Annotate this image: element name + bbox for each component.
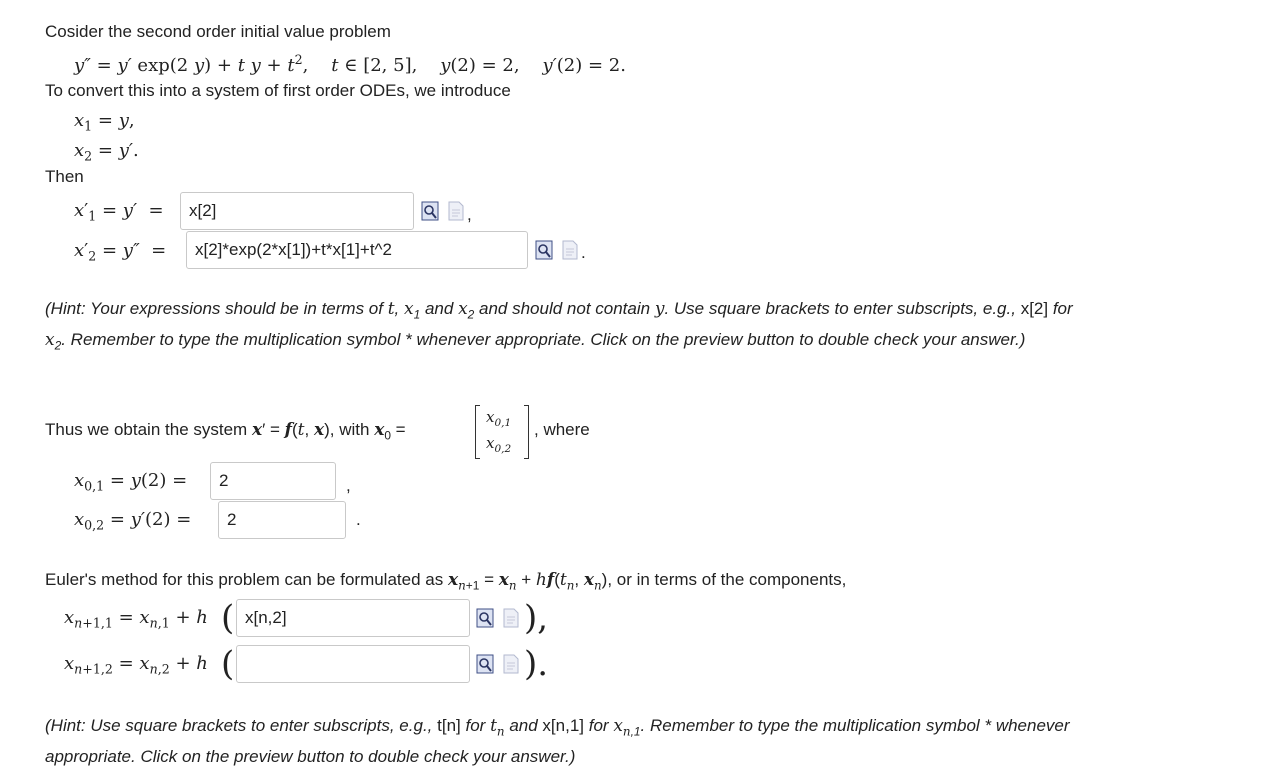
preview-magnifier-icon[interactable] <box>476 654 494 674</box>
x01-label: $x_{0,1} = y(2)$ = <box>74 470 188 494</box>
feedback-document-icon[interactable] <box>447 201 465 221</box>
then-text: Then <box>45 167 84 186</box>
def-x2: $x_2 = y'$. <box>74 140 139 164</box>
feedback-document-icon[interactable] <box>561 240 579 260</box>
feedback-document-icon[interactable] <box>502 608 520 628</box>
where-text: , where <box>534 420 590 439</box>
x02-label: $x_{0,2} = y'(2)$ = <box>74 509 192 533</box>
hint-2: (Hint: Use square brackets to enter subscripts, e.g., t[n] for $t_n$ and x[n,1] for $x_{n,1}$. Remember to type the multiplication symbol * whenever appropriate. Click on the preview button to double check your answer.) <box>45 716 1070 767</box>
system-text: Thus we obtain the system x′ = f(t, x), with $x_0$ = <box>45 420 406 443</box>
intro-text: Cosider the second order initial value problem <box>45 22 391 41</box>
euler-text: Euler's method for this problem can be formulated as $x_{n+1} = x_n + hf(t_n$, $x_n$), or in terms of the components, <box>45 570 847 593</box>
x01-input[interactable] <box>210 462 336 500</box>
preview-magnifier-icon[interactable] <box>421 201 439 221</box>
euler1-label: $x_{n+1,1} = x_{n,1} + h$ <box>64 607 208 631</box>
def-x1: $x_1 = y$, <box>74 110 135 134</box>
x1-prime-label: $x'_1 = y'$ = <box>74 200 164 224</box>
convert-text: To convert this into a system of first order ODEs, we introduce <box>45 81 511 100</box>
feedback-document-icon[interactable] <box>502 654 520 674</box>
preview-magnifier-icon[interactable] <box>476 608 494 628</box>
x2-prime-label: $x'_2 = y''$ = <box>74 240 167 264</box>
euler1-input[interactable] <box>236 599 470 637</box>
x02-input[interactable] <box>218 501 346 539</box>
x2-prime-input[interactable] <box>186 231 528 269</box>
euler2-label: $x_{n+1,2} = x_{n,2} + h$ <box>64 653 208 677</box>
hint-1: (Hint: Your expressions should be in terms of t, $x_1$ and $x_2$ and should not contain y. Use square brackets to enter subscripts, e.g., x[2] for $x_2$. Remember to type the multiplication symbol * whenever appropriate. Click on the preview button to double check your answer.) <box>45 299 1073 353</box>
ode-equation: y″ = y′ exp(2 y) + t $y + t^2$, t ∈ [2, 5], y(2) = 2, y′(2) = 2. <box>74 52 626 76</box>
preview-magnifier-icon[interactable] <box>535 240 553 260</box>
x1-prime-input[interactable] <box>180 192 414 230</box>
euler2-input[interactable] <box>236 645 470 683</box>
x0-vector: $x_{0,1}$ $x_{0,2}$ <box>475 405 529 459</box>
